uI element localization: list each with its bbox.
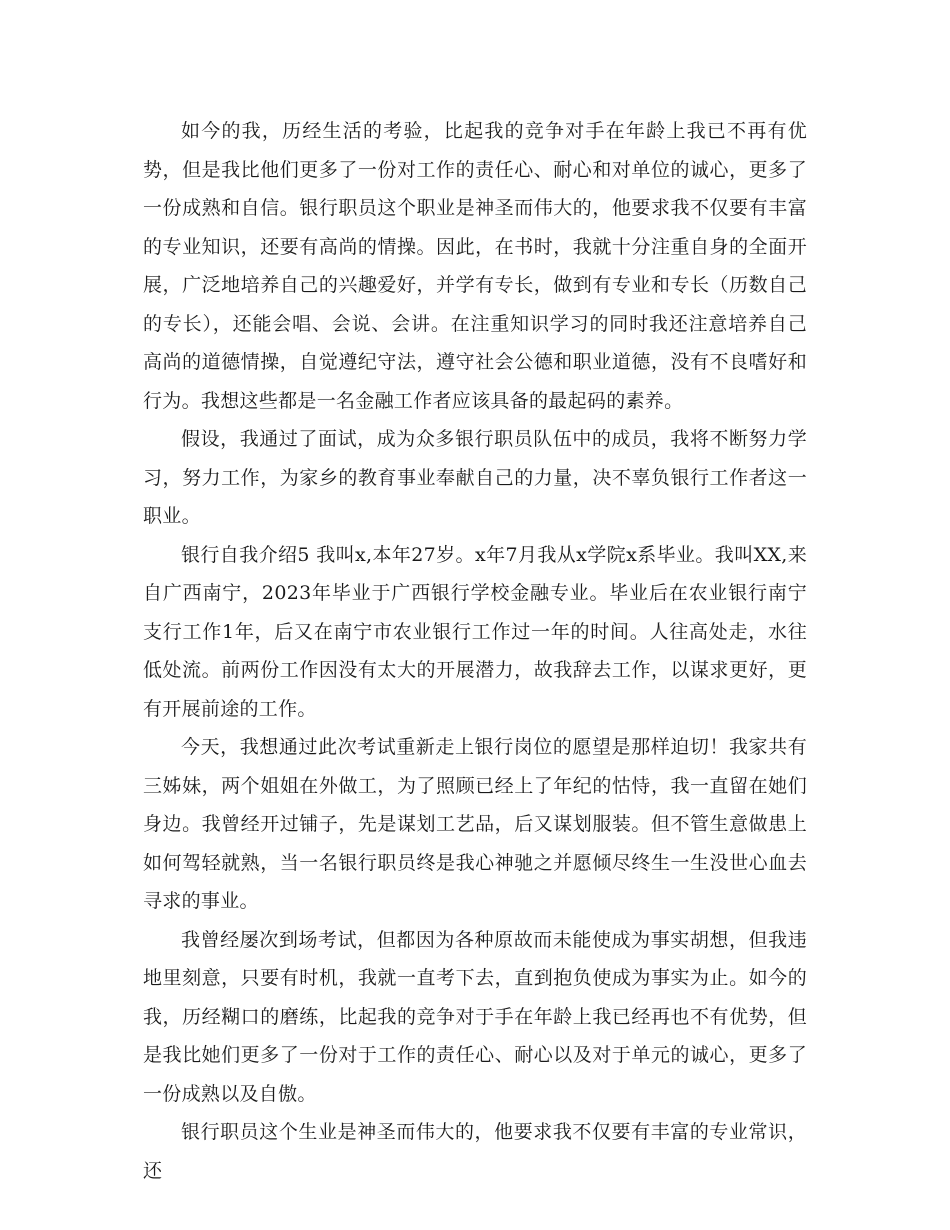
paragraph-6: 银行职员这个生业是神圣而伟大的，他要求我不仅要有丰富的专业常识，还 (143, 1121, 807, 1182)
paragraph-4: 今天，我想通过此次考试重新走上银行岗位的愿望是那样迫切！我家共有三姊妹，两个姐姐在外做工，为了照顾已经上了年纪的怙恃，我一直留在她们身边。我曾经开过铺子，先是谋划工艺品，后又谋划服装。但不管生意做患上如何驾轻就熟，当一名银行职员终是我心神驰之并愿倾尽终生一生没世心血去寻求的事业。 (143, 736, 807, 912)
paragraph-2: 假设，我通过了面试，成为众多银行职员队伍中的成员，我将不断努力学习，努力工作，为家乡的教育事业奉献自己的力量，决不辜负银行工作者这一职业。 (143, 428, 807, 527)
paragraph-3: 银行自我介绍5 我叫x,本年27岁。x年7月我从x学院x系毕业。我叫XX,来自广西南宁，2023年毕业于广西银行学校金融专业。毕业后在农业银行南宁支行工作1年，后又在南宁市农业银行工作过一年的时间。人往高处走，水往低处流。前两份工作因没有太大的开展潜力，故我辞去工作，以谋求更好，更有开展前途的工作。 (143, 543, 807, 720)
paragraph-5: 我曾经屡次到场考试，但都因为各种原故而未能使成为事实胡想，但我违地里刻意，只要有时机，我就一直考下去，直到抱负使成为事实为止。如今的我，历经糊口的磨练，比起我的竞争对于手在年龄上我已经再也不有优势，但是我比她们更多了一份对于工作的责任心、耐心以及对于单元的诚心，更多了一份成熟以及自傲。 (143, 928, 807, 1105)
paragraph-1: 如今的我，历经生活的考验，比起我的竞争对手在年龄上我已不再有优势，但是我比他们更多了一份对工作的责任心、耐心和对单位的诚心，更多了一份成熟和自信。银行职员这个职业是神圣而伟大的，他要求我不仅要有丰富的专业知识，还要有高尚的情操。因此，在书时，我就十分注重自身的全面开展，广泛地培养自己的兴趣爱好，并学有专长，做到有专业和专长（历数自己的专长），还能会唱、会说、会讲。在注重知识学习的同时我还注意培养自己高尚的道德情操，自觉遵纪守法，遵守社会公德和职业道德，没有不良嗜好和行为。我想这些都是一名金融工作者应该具备的最起码的素养。 (143, 120, 807, 412)
document-body (143, 112, 807, 1190)
